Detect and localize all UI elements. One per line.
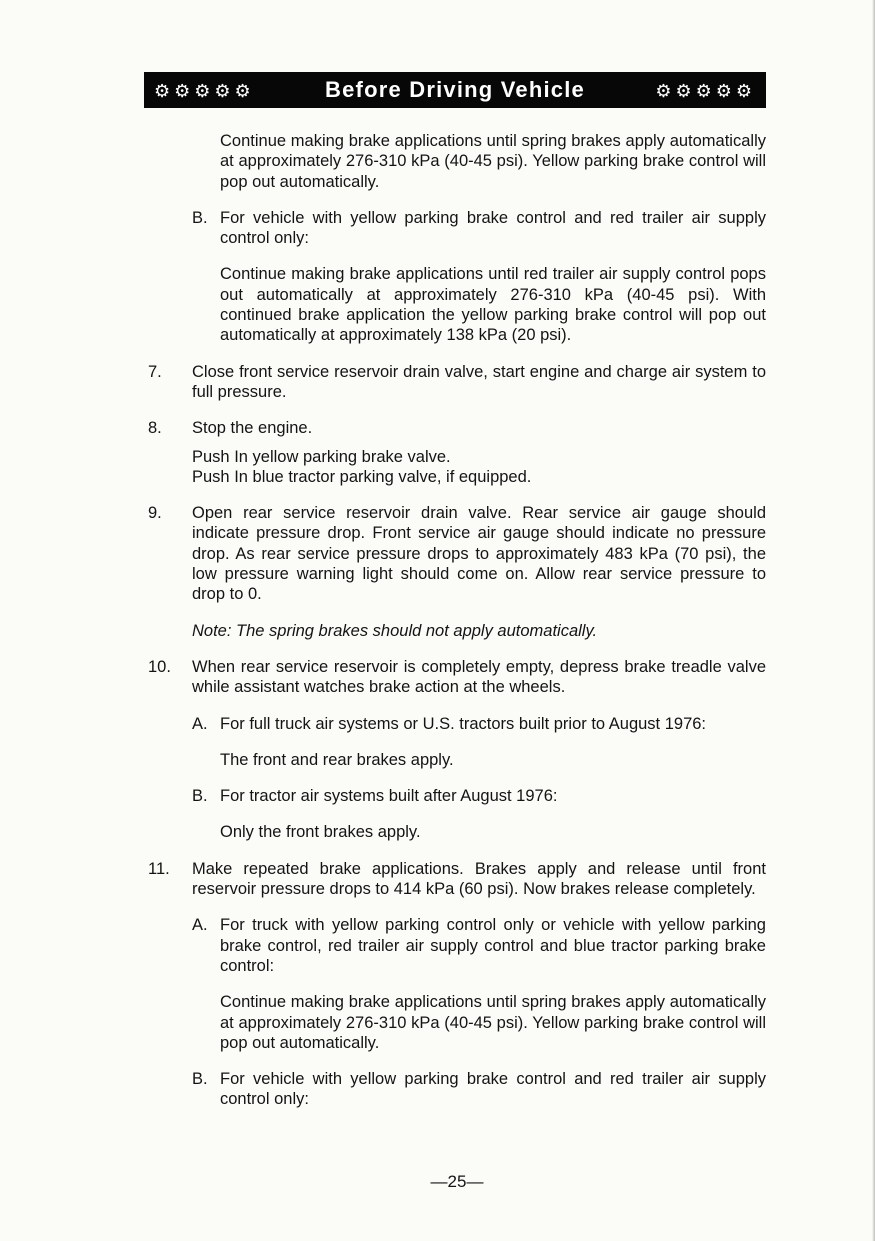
- paragraph: Push In yellow parking brake valve.: [192, 447, 451, 466]
- item-text: For vehicle with yellow parking brake control and red trailer air supply control only:: [220, 1070, 766, 1109]
- item-label: B.: [192, 787, 208, 806]
- item-label: 8.: [148, 419, 162, 438]
- document-content: [148, 131, 766, 1110]
- paragraph: Continue making brake applications until spring brakes apply automatically at approximately 276-310 kPa (40-45 psi). Yellow parking brake control will pop out automatically.: [220, 132, 766, 191]
- item-label: A.: [192, 714, 208, 733]
- page-title: Before Driving Vehicle: [325, 77, 585, 102]
- item-text: When rear service reservoir is completely empty, depress brake treadle valve while assistant watches brake action at the wheels.: [192, 657, 766, 697]
- item-text: For tractor air systems built after August 1976:: [220, 787, 558, 806]
- item-label: B.: [192, 208, 208, 227]
- list-item-letter: [192, 208, 766, 249]
- item-label: 7.: [148, 362, 162, 381]
- note-paragraph: Note: The spring brakes should not apply automatically.: [192, 621, 598, 640]
- list-item-number: [148, 362, 766, 403]
- item-label: A.: [192, 916, 208, 935]
- list-item-letter: [192, 714, 766, 734]
- list-item-number: [148, 859, 766, 900]
- section-header-bar: [144, 72, 766, 108]
- list-item-number: [148, 418, 766, 438]
- item-text: For vehicle with yellow parking brake control and red trailer air supply control only:: [220, 208, 766, 248]
- item-text: Stop the engine.: [192, 419, 313, 438]
- paragraph: Continue making brake applications until spring brakes apply automatically at approximately 276-310 kPa (40-45 psi). Yellow parking brake control will pop out automatically.: [220, 993, 766, 1052]
- list-item-number: [148, 657, 766, 698]
- paragraph: Push In blue tractor parking valve, if equipped.: [192, 467, 532, 486]
- item-label: 9.: [148, 504, 162, 523]
- paragraph: Continue making brake applications until red trailer air supply control pops out automatically at approximately 276-310 kPa (40-45 psi). With continued brake application the yellow parking brake control will pop out automatically at approximately 138 kPa (20 psi).: [220, 265, 766, 345]
- page-number: —25—: [430, 1172, 484, 1191]
- item-label: 11.: [148, 859, 170, 878]
- paragraph: Only the front brakes apply.: [220, 823, 421, 842]
- item-text: For truck with yellow parking control only or vehicle with yellow parking brake control, red trailer air supply control and blue tractor parking brake control:: [220, 916, 766, 975]
- list-item-letter: [192, 1069, 766, 1110]
- list-item-number: [148, 503, 766, 604]
- item-text: Make repeated brake applications. Brakes apply and release until front reservoir pressure drops to 414 kPa (60 psi). Now brakes release completely.: [192, 859, 766, 899]
- list-item-letter: [192, 786, 766, 806]
- item-text: For full truck air systems or U.S. tractors built prior to August 1976:: [220, 714, 707, 733]
- list-item-letter: [192, 915, 766, 976]
- rosette-ornaments-left-icon: ⚙⚙⚙⚙⚙: [154, 81, 255, 101]
- item-text: Close front service reservoir drain valve, start engine and charge air system to full pressure.: [192, 362, 766, 401]
- item-text: Open rear service reservoir drain valve. Rear service air gauge should indicate pressure drop. Front service air gauge should indicate no pressure drop. As rear service pressure drops to approximately 483 kPa (70 psi), the low pressure warning light should come on. Allow rear service pressure to drop to 0.: [192, 504, 766, 604]
- item-label: B.: [192, 1070, 208, 1089]
- paragraph: The front and rear brakes apply.: [220, 750, 454, 769]
- rosette-ornaments-right-icon: ⚙⚙⚙⚙⚙: [655, 81, 756, 101]
- item-label: 10.: [148, 657, 171, 676]
